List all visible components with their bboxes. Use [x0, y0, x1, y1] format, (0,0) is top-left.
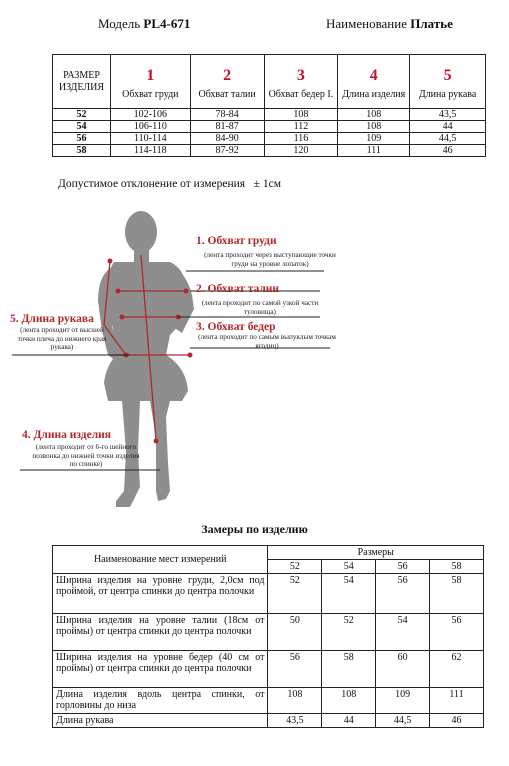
value-cell: 44 — [322, 714, 376, 728]
value-cell: 43,5 — [410, 109, 486, 121]
name-header — [326, 16, 453, 32]
table-row — [53, 133, 486, 145]
name-value: Платье — [410, 16, 453, 31]
measurement-label: Длина изделия вдоль центра спинки, от горловины до низа — [53, 688, 268, 714]
size-header-cell: 52 — [268, 560, 322, 574]
column-label: Обхват талии — [190, 81, 264, 109]
table-row — [53, 614, 484, 651]
product-measurements-title: Замеры по изделию — [201, 522, 308, 536]
value-cell: 50 — [268, 614, 322, 651]
value-cell: 120 — [264, 145, 338, 157]
value-cell: 110-114 — [110, 133, 190, 145]
value-cell: 56 — [268, 651, 322, 688]
model-value: PL4-671 — [143, 16, 191, 31]
value-cell: 108 — [322, 688, 376, 714]
chest-girth-title: 1. Обхват груди — [196, 235, 277, 247]
value-cell: 54 — [322, 574, 376, 614]
value-cell: 46 — [430, 714, 484, 728]
hip-girth-title: 3. Обхват бедер — [196, 321, 276, 333]
size-corner-label: РАЗМЕР ИЗДЕЛИЯ — [53, 55, 111, 109]
sizes-header: Размеры — [268, 546, 484, 560]
value-cell: 84-90 — [190, 133, 264, 145]
value-cell: 114-118 — [110, 145, 190, 157]
value-cell: 78-84 — [190, 109, 264, 121]
value-cell: 109 — [338, 133, 410, 145]
hip-girth-desc: (лента проходит по самым выпуклым точкам ягодиц) — [198, 333, 336, 350]
value-cell: 108 — [264, 109, 338, 121]
value-cell: 56 — [376, 574, 430, 614]
column-number: 1 — [110, 55, 190, 81]
value-cell: 81-87 — [190, 121, 264, 133]
measurement-label: Ширина изделия на уровне талии (18см от проймы) от центра спинки до центра полочки — [53, 614, 268, 651]
value-cell: 52 — [268, 574, 322, 614]
size-cell: 54 — [53, 121, 111, 133]
measurement-label: Длина рукава — [53, 714, 268, 728]
column-number: 5 — [410, 55, 486, 81]
value-cell: 102-106 — [110, 109, 190, 121]
chest-girth-desc: (лента проходит через выступающие точки груди на уровне лопаток) — [204, 251, 336, 268]
table-row — [53, 121, 486, 133]
value-cell: 44 — [410, 121, 486, 133]
size-cell: 56 — [53, 133, 111, 145]
tolerance-text: Допустимое отклонение от измерения — [58, 178, 246, 190]
value-cell: 43,5 — [268, 714, 322, 728]
value-cell: 109 — [376, 688, 430, 714]
model-label: Модель — [98, 16, 141, 31]
column-label: Длина изделия — [338, 81, 410, 109]
sleeve-length-desc: (лента проходит от высшей точки плеча до нижнего края рукава) — [17, 326, 107, 351]
value-cell: 54 — [376, 614, 430, 651]
measurement-name-header: Наименование мест измерений — [53, 546, 268, 574]
size-chart-table — [52, 54, 486, 157]
garment-length-title: 4. Длина изделия — [22, 429, 112, 441]
size-header-cell: 56 — [376, 560, 430, 574]
product-measurements-table — [52, 545, 484, 728]
value-cell: 111 — [430, 688, 484, 714]
tolerance-value: ± 1см — [253, 178, 281, 190]
waist-girth-title: 2. Обхват талии — [196, 283, 280, 295]
value-cell: 58 — [322, 651, 376, 688]
table-row — [53, 651, 484, 688]
size-cell: 52 — [53, 109, 111, 121]
value-cell: 62 — [430, 651, 484, 688]
column-label: Обхват бедер I. — [264, 81, 338, 109]
table-row — [53, 714, 484, 728]
value-cell: 108 — [268, 688, 322, 714]
value-cell: 44,5 — [410, 133, 486, 145]
value-cell: 108 — [338, 109, 410, 121]
value-cell: 116 — [264, 133, 338, 145]
measurement-label: Ширина изделия на уровне груди, 2,0см под проймой, от центра спинки до центра полочки — [53, 574, 268, 614]
value-cell: 108 — [338, 121, 410, 133]
name-label: Наименование — [326, 16, 407, 31]
table-row — [53, 688, 484, 714]
sleeve-length-title: 5. Длина рукава — [10, 313, 94, 325]
value-cell: 44,5 — [376, 714, 430, 728]
measurement-figure — [0, 205, 509, 515]
waist-girth-desc: (лента проходит по самой узкой части туловища) — [201, 299, 319, 316]
garment-length-desc: (лента проходит от 6-го шейного позвонка до нижней точки изделия по спинке) — [32, 443, 140, 468]
column-label: Длина рукава — [410, 81, 486, 109]
value-cell: 87-92 — [190, 145, 264, 157]
value-cell: 58 — [430, 574, 484, 614]
measurement-label: Ширина изделия на уровне бедер (40 см от проймы) от центра спинки до центра полочки — [53, 651, 268, 688]
model-header — [98, 16, 190, 32]
column-label: Обхват груди — [110, 81, 190, 109]
value-cell: 60 — [376, 651, 430, 688]
value-cell: 111 — [338, 145, 410, 157]
size-header-cell: 58 — [430, 560, 484, 574]
value-cell: 106-110 — [110, 121, 190, 133]
table-row — [53, 145, 486, 157]
value-cell: 46 — [410, 145, 486, 157]
size-header-cell: 54 — [322, 560, 376, 574]
column-number: 2 — [190, 55, 264, 81]
table-row — [53, 574, 484, 614]
value-cell: 52 — [322, 614, 376, 651]
table-row — [53, 109, 486, 121]
column-number: 3 — [264, 55, 338, 81]
column-number: 4 — [338, 55, 410, 81]
size-cell: 58 — [53, 145, 111, 157]
value-cell: 56 — [430, 614, 484, 651]
value-cell: 112 — [264, 121, 338, 133]
tolerance-note — [58, 178, 281, 190]
